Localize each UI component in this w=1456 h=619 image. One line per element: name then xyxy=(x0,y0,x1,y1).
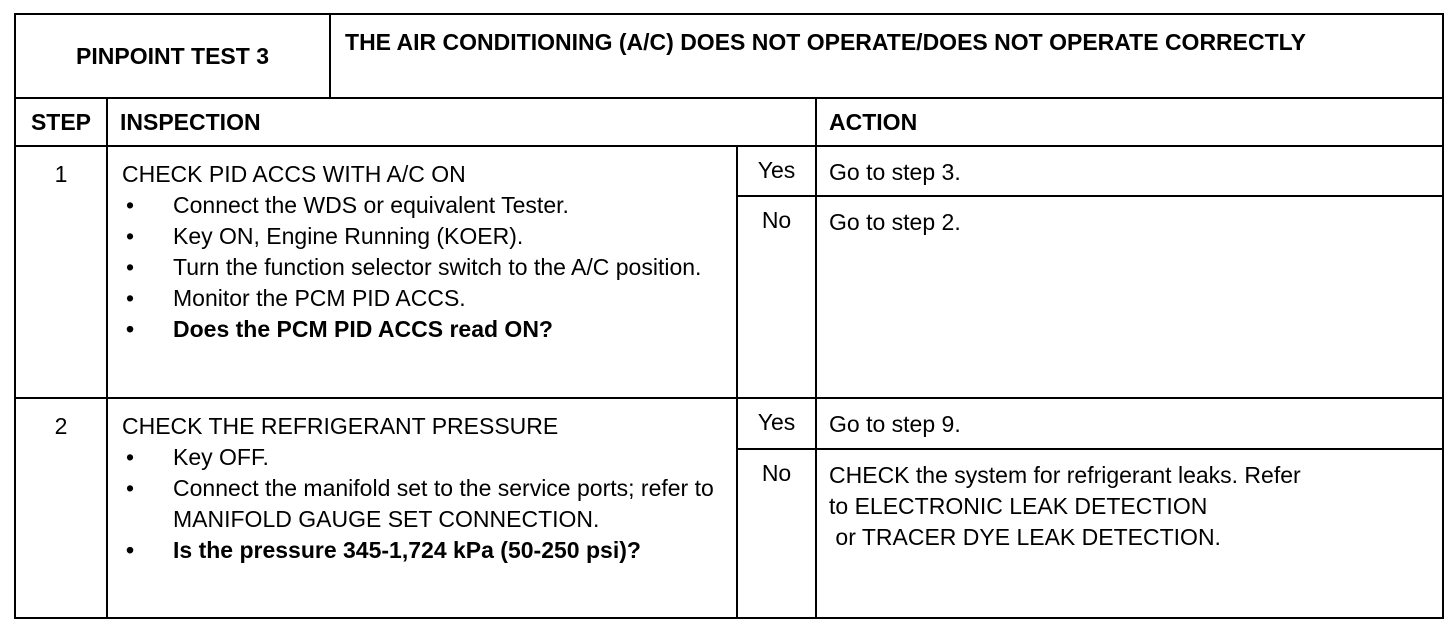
list-item-text: Is the pressure 345-1,724 kPa (50-250 psi)? xyxy=(173,537,641,563)
bullet-icon: • xyxy=(126,254,135,280)
yes-action: Go to step 3. xyxy=(816,146,1443,196)
no-action-line: CHECK the system for refrigerant leaks. Refer xyxy=(829,462,1301,489)
list-item-text: Key ON, Engine Running (KOER). xyxy=(173,223,524,249)
list-item-text: Key OFF. xyxy=(173,444,269,470)
bullet-icon: • xyxy=(126,316,135,342)
inspection-list xyxy=(122,442,728,566)
list-item xyxy=(122,535,728,566)
step-heading: CHECK PID ACCS WITH A/C ON xyxy=(122,161,466,187)
test-description: THE AIR CONDITIONING (A/C) DOES NOT OPERATE/DOES NOT OPERATE CORRECTLY xyxy=(330,14,1443,98)
step-number: 1 xyxy=(15,146,107,398)
list-item xyxy=(122,314,728,345)
title-row xyxy=(15,14,1443,98)
list-item-text: Turn the function selector switch to the A/C position. xyxy=(173,254,702,280)
list-item-text: Connect the WDS or equivalent Tester. xyxy=(173,192,569,218)
test-label: PINPOINT TEST 3 xyxy=(15,14,330,98)
no-action: Go to step 2. xyxy=(816,196,1443,398)
no-action-line: or TRACER DYE LEAK DETECTION. xyxy=(829,524,1221,551)
yes-label: Yes xyxy=(737,146,816,196)
no-label: No xyxy=(737,196,816,398)
pinpoint-test-table xyxy=(14,13,1444,619)
bullet-icon: • xyxy=(126,444,135,470)
header-step: STEP xyxy=(15,98,107,146)
yes-label: Yes xyxy=(737,398,816,449)
list-item xyxy=(122,221,728,252)
step-inspection xyxy=(107,146,737,398)
header-action: ACTION xyxy=(816,98,1443,146)
header-row xyxy=(15,98,1443,146)
bullet-icon: • xyxy=(126,285,135,311)
step-row xyxy=(15,398,1443,449)
step-inspection xyxy=(107,398,737,618)
list-item xyxy=(122,252,728,283)
yes-action: Go to step 9. xyxy=(816,398,1443,449)
bullet-icon: • xyxy=(126,223,135,249)
list-item-text: Monitor the PCM PID ACCS. xyxy=(173,285,466,311)
no-action xyxy=(816,449,1443,618)
list-item-text: Connect the manifold set to the service ports; refer to MANIFOLD GAUGE SET CONNECTION. xyxy=(173,475,714,532)
no-label: No xyxy=(737,449,816,618)
list-item xyxy=(122,283,728,314)
list-item-text: Does the PCM PID ACCS read ON? xyxy=(173,316,553,342)
list-item xyxy=(122,442,728,473)
step-row xyxy=(15,146,1443,196)
list-item xyxy=(122,473,728,535)
inspection-list xyxy=(122,190,728,345)
header-inspection: INSPECTION xyxy=(107,98,816,146)
step-number: 2 xyxy=(15,398,107,618)
bullet-icon: • xyxy=(126,475,135,501)
step-heading: CHECK THE REFRIGERANT PRESSURE xyxy=(122,413,559,439)
no-action-line: to ELECTRONIC LEAK DETECTION xyxy=(829,493,1208,520)
bullet-icon: • xyxy=(126,537,135,563)
list-item xyxy=(122,190,728,221)
bullet-icon: • xyxy=(126,192,135,218)
